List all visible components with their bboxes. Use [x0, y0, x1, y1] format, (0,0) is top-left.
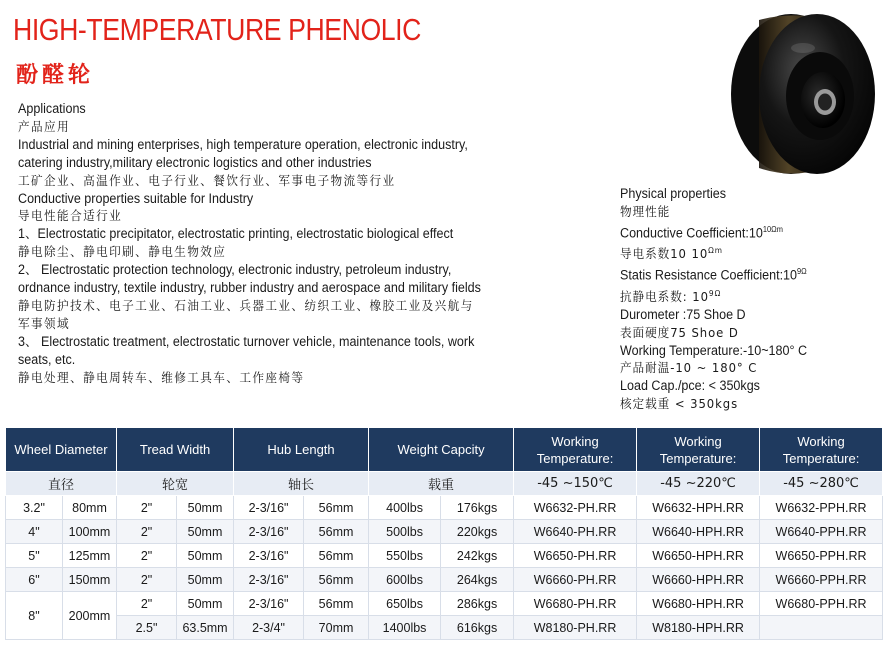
table-row: [6, 496, 883, 520]
table-row: [6, 592, 883, 616]
table-row: [6, 544, 883, 568]
header-temp-range-ph: -45 ~150℃: [514, 472, 637, 496]
cell-hub-in: 2-3/16": [234, 568, 304, 592]
physical-properties: [620, 185, 890, 413]
cell-hub-in: 2-3/4": [234, 616, 304, 640]
cell-load-kgs: 242kgs: [441, 544, 514, 568]
header-cn-tread: 轮宽: [117, 472, 234, 496]
conductive-coefficient-label: Conductive Coefficient:10: [620, 225, 763, 241]
application-item: seats, etc.: [18, 351, 76, 367]
cell-hub-mm: 70mm: [304, 616, 369, 640]
header-cn-hub: 轴长: [234, 472, 369, 496]
cell-hub-in: 2-3/16": [234, 544, 304, 568]
header-working-temp-pph: Working Temperature:: [760, 428, 883, 472]
header-wheel-diameter: Wheel Diameter: [6, 428, 117, 472]
application-item: ordnance industry, textile industry, rubber industry and aerospace and military fields: [18, 280, 481, 296]
cell-model-pph: W6640-PPH.RR: [760, 520, 883, 544]
cell-diameter-mm: 80mm: [63, 496, 117, 520]
cell-tread-mm: 50mm: [177, 568, 234, 592]
cell-model-hph: W6640-HPH.RR: [637, 520, 760, 544]
application-item: 1、Electrostatic precipitator, electrostatic printing, electrostatic biological effect: [18, 226, 454, 242]
cell-tread-mm: 50mm: [177, 544, 234, 568]
cell-load-kgs: 264kgs: [441, 568, 514, 592]
cell-diameter-in: 8": [6, 592, 63, 640]
cell-diameter-in: 4": [6, 520, 63, 544]
cell-diameter-mm: 200mm: [63, 592, 117, 640]
cell-model-pph: [760, 616, 883, 640]
cell-tread-mm: 63.5mm: [177, 616, 234, 640]
cell-model-pph: W6660-PPH.RR: [760, 568, 883, 592]
header-working-temp-hph: Working Temperature:: [637, 428, 760, 472]
application-item-cn: 军事领域: [18, 315, 71, 331]
cell-hub-in: 2-3/16": [234, 496, 304, 520]
statis-resistance-cn-label: 抗静电系数: 10: [620, 288, 709, 304]
header-cn-diameter: 直径: [6, 472, 117, 496]
applications-section: [18, 100, 578, 387]
cell-model-ph: W8180-PH.RR: [514, 616, 637, 640]
conductive-coefficient-cn-exp: Ωm: [708, 246, 723, 256]
conductive-coefficient-exp: 10Ωm: [762, 224, 783, 234]
cell-hub-mm: 56mm: [304, 568, 369, 592]
cell-tread-mm: 50mm: [177, 520, 234, 544]
cell-model-ph: W6680-PH.RR: [514, 592, 637, 616]
cell-diameter-in: 6": [6, 568, 63, 592]
cell-load-kgs: 220kgs: [441, 520, 514, 544]
statis-resistance-cn: [620, 285, 871, 306]
cell-model-pph: W6680-PPH.RR: [760, 592, 883, 616]
header-temp-range-hph: -45 ~220℃: [637, 472, 760, 496]
cell-load-kgs: 616kgs: [441, 616, 514, 640]
table-row: [6, 616, 883, 640]
cell-load-lbs: 500lbs: [369, 520, 441, 544]
header-tread-width: Tread Width: [117, 428, 234, 472]
application-item-cn: 静电处理、静电周转车、维修工具车、工作座椅等: [18, 369, 305, 385]
cell-tread-in: 2": [117, 520, 177, 544]
table-header-row: [6, 428, 883, 472]
cell-model-ph: W6632-PH.RR: [514, 496, 637, 520]
cell-hub-in: 2-3/16": [234, 520, 304, 544]
cell-hub-mm: 56mm: [304, 592, 369, 616]
durometer-cn: 表面硬度75 Shoe D: [620, 324, 739, 340]
cell-model-pph: W6650-PPH.RR: [760, 544, 883, 568]
cell-tread-in: 2": [117, 544, 177, 568]
cell-load-kgs: 176kgs: [441, 496, 514, 520]
cell-load-lbs: 650lbs: [369, 592, 441, 616]
application-item: 2、 Electrostatic protection technology, electronic industry, petroleum industry,: [18, 262, 452, 278]
cell-tread-mm: 50mm: [177, 496, 234, 520]
header-working-temp-ph: Working Temperature:: [514, 428, 637, 472]
cell-hub-mm: 56mm: [304, 544, 369, 568]
phenolic-wheel-image: [719, 8, 879, 180]
cell-model-hph: W8180-HPH.RR: [637, 616, 760, 640]
cell-tread-in: 2": [117, 592, 177, 616]
table-row: [6, 520, 883, 544]
page-title: HIGH-TEMPERATURE PHENOLIC: [13, 12, 421, 47]
application-item-cn: 静电除尘、静电印刷、静电生物效应: [18, 244, 227, 260]
statis-resistance-label: Statis Resistance Coefficient:10: [620, 267, 798, 283]
cell-load-lbs: 550lbs: [369, 544, 441, 568]
cell-tread-in: 2": [117, 568, 177, 592]
specifications-table: [5, 427, 883, 640]
cell-load-kgs: 286kgs: [441, 592, 514, 616]
applications-line: catering industry,military electronic logistics and other industries: [18, 154, 372, 170]
header-temp-range-pph: -45 ~280℃: [760, 472, 883, 496]
cell-diameter-in: 5": [6, 544, 63, 568]
cell-model-hph: W6650-HPH.RR: [637, 544, 760, 568]
cell-model-hph: W6660-HPH.RR: [637, 568, 760, 592]
page-title-cn: 酚醛轮: [16, 63, 95, 88]
cell-load-lbs: 400lbs: [369, 496, 441, 520]
load-capacity-cn: 核定载重 < 350kgs: [620, 396, 739, 412]
conductive-heading-cn: 导电性能合适行业: [18, 208, 123, 224]
application-item-cn: 静电防护技术、电子工业、石油工业、兵器工业、纺织工业、橡胶工业及兴航与: [18, 297, 474, 313]
cell-model-ph: W6660-PH.RR: [514, 568, 637, 592]
cell-diameter-mm: 125mm: [63, 544, 117, 568]
properties-heading: Physical properties: [620, 186, 727, 201]
header-hub-length: Hub Length: [234, 428, 369, 472]
conductive-coefficient: [620, 221, 871, 242]
conductive-heading: Conductive properties suitable for Industry: [18, 190, 254, 206]
applications-heading-cn: 产品应用: [18, 118, 71, 134]
cell-hub-mm: 56mm: [304, 520, 369, 544]
statis-resistance-exp: 9Ω: [797, 267, 807, 277]
cell-tread-in: 2": [117, 496, 177, 520]
table-header-cn-row: [6, 472, 883, 496]
cell-tread-mm: 50mm: [177, 592, 234, 616]
header-weight-capacity: Weight Capcity: [369, 428, 514, 472]
applications-heading: Applications: [18, 101, 86, 116]
cell-model-ph: W6640-PH.RR: [514, 520, 637, 544]
durometer: Durometer :75 Shoe D: [620, 306, 746, 322]
cell-tread-in: 2.5": [117, 616, 177, 640]
applications-line-cn: 工矿企业、高温作业、电子行业、餐饮行业、军事电子物流等行业: [18, 172, 396, 188]
table-row: [6, 568, 883, 592]
cell-diameter-mm: 150mm: [63, 568, 117, 592]
cell-diameter-mm: 100mm: [63, 520, 117, 544]
cell-load-lbs: 600lbs: [369, 568, 441, 592]
cell-model-ph: W6650-PH.RR: [514, 544, 637, 568]
cell-hub-in: 2-3/16": [234, 592, 304, 616]
load-capacity: Load Cap./pce: < 350kgs: [620, 378, 760, 394]
cell-model-pph: W6632-PPH.RR: [760, 496, 883, 520]
cell-diameter-in: 3.2": [6, 496, 63, 520]
conductive-coefficient-cn-label: 导电系数10 10: [620, 246, 709, 262]
statis-resistance: [620, 263, 871, 284]
cell-hub-mm: 56mm: [304, 496, 369, 520]
cell-load-lbs: 1400lbs: [369, 616, 441, 640]
statis-resistance-cn-exp: 9Ω: [708, 288, 722, 298]
working-temperature-cn: 产品耐温-10 ~ 180° C: [620, 360, 758, 376]
conductive-coefficient-cn: [620, 242, 871, 263]
properties-heading-cn: 物理性能: [620, 203, 671, 219]
cell-model-hph: W6632-HPH.RR: [637, 496, 760, 520]
application-item: 3、 Electrostatic treatment, electrostatic turnover vehicle, maintenance tools, work: [18, 333, 475, 349]
cell-model-hph: W6680-HPH.RR: [637, 592, 760, 616]
applications-line: Industrial and mining enterprises, high temperature operation, electronic industry,: [18, 136, 468, 152]
working-temperature: Working Temperature:-10~180° C: [620, 342, 808, 358]
header-cn-load: 载重: [369, 472, 514, 496]
